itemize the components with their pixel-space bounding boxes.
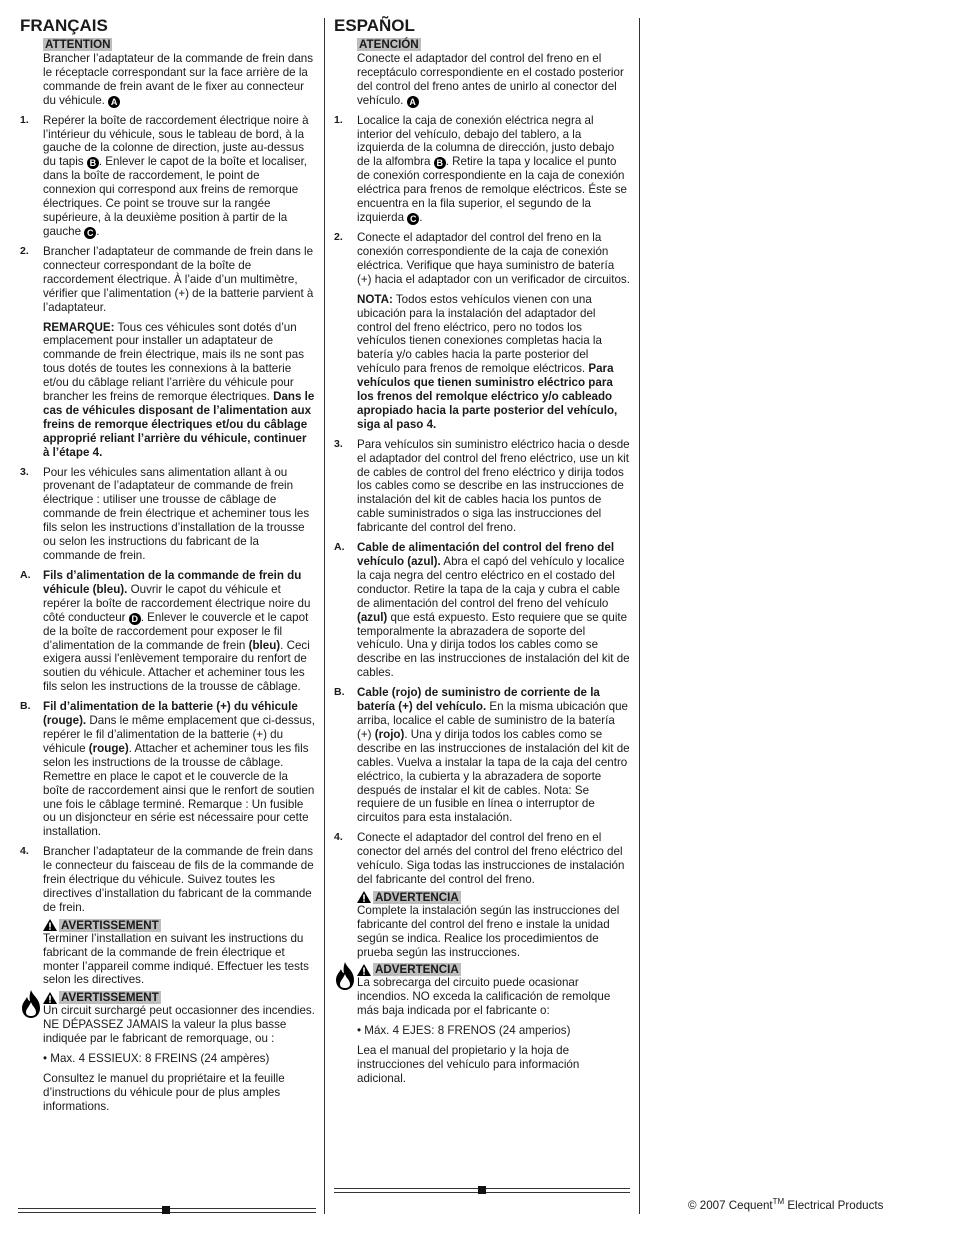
- step-b: [20, 700, 315, 839]
- step-emphasis: (rojo): [374, 727, 405, 741]
- copyright-text: © 2007 Cequent: [688, 1198, 773, 1212]
- step-text: . Una y dirija todos los cables como se describe en las instrucciones de instalación del kit de cables. Vuelva a instalar la tapa de la caja del centro eléctrico, la cubierta y la abrazadera de soporte después de instalar el kit de cables. Nota: Se requiere de un fusible en línea o interruptor de circuitos para esta instalación.: [357, 727, 630, 825]
- french-heading: FRANÇAIS: [20, 16, 108, 35]
- step-text: Localice la caja de conexión eléctrica negra al interior del vehículo, debajo del tablero, a la izquierda de la columna de dirección, justo debajo de la alfombra: [357, 113, 615, 169]
- note-text: Tous ces véhicules sont dotés d’un emplacement pour installer un adaptateur de commande de frein électrique, mais ils ne sont pas tous dotés de toutes les connexions à la batterie et/ou du câblage reliant l’arrière du véhicule pour brancher les freins de remorque électriques.: [43, 320, 304, 404]
- column-divider-right: [639, 18, 640, 1214]
- step-emphasis: (rouge): [88, 741, 129, 755]
- spanish-heading: ESPAÑOL: [334, 16, 415, 35]
- note-emphasis: Dans le cas de véhicules disposant de l’alimentation aux freins de remorque électriques et/ou du câblage approprié reliant l’arrière du véhicule, continuer à l’étape 4.: [43, 390, 315, 459]
- step-number: 1.: [20, 113, 29, 126]
- step-a: [334, 541, 630, 680]
- step-1: 1. Repérer la boîte de raccordement électrique noire à l’intérieur du véhicule, sous le tableau de bord, à la gauche de la colonne de direction, juste au-dessus du tapis B . Enlever le capot de la boîte et localiser, dans la boîte de raccordement, le point de connexion qui correspond aux freins de remorque électriques. Ce point se trouve sur la rangée supérieure, à la deuxième position à partir de la gauche C .: [20, 113, 309, 238]
- step-title: Fils d’alimentation de la commande de frein du véhicule (bleu).: [43, 568, 302, 596]
- step-number: A.: [20, 568, 31, 581]
- marker-b-icon: B: [434, 157, 446, 169]
- warning-block-1: [43, 919, 315, 988]
- note-label: NOTA:: [357, 292, 393, 306]
- step-text: Brancher l’adaptateur de commande de frein dans le connecteur correspondant de la boîte de raccordement électrique. À l’aide d’un multimètre, vérifier que l’alimentation (+) de la batterie parvient à l’adaptateur.: [43, 244, 314, 314]
- closing-text: Consultez le manuel du propriétaire et la feuille d’instructions du véhicule pour de plus amples informations.: [43, 1072, 285, 1113]
- warning-text: Un circuit surchargé peut occasionner des incendies. NE DÉPASSEZ JAMAIS la valeur la plus basse indiquée par le fabricant de remorquage, ou :: [43, 1004, 315, 1046]
- marker-d-icon: D: [129, 613, 141, 625]
- warning-label: ADVERTENCIA: [375, 890, 459, 904]
- step-text: . Enlever le couvercle et le capot de la boîte de raccordement pour exposer le fil d’alimentation de la commande de frein: [43, 610, 309, 652]
- warning-text: La sobrecarga del circuito puede ocasionar incendios. NO exceda la calificación de remolque más baja indicada por el fabricante o:: [357, 976, 611, 1018]
- step-number: 1.: [334, 113, 343, 126]
- step-2: [20, 245, 315, 460]
- warning-text: Terminer l’installation en suivant les instructions du fabricant de la commande de frein électrique et monter l’appareil comme indiqué. Effectuer les tests selon les directives.: [43, 931, 309, 987]
- warning-block-1: [357, 891, 630, 960]
- bullet-item: • Máx. 4 EJES: 8 FRENOS (24 amperios): [357, 1024, 571, 1038]
- step-title: Fil d’alimentation de la batterie (+) du véhicule (rouge).: [43, 700, 298, 728]
- step-text: . Ceci exigera aussi l'enlèvement temporaire du renfort de soutien du véhicule. Attacher et acheminer tous les fils selon les instructions de la trousse de câblage.: [43, 638, 310, 694]
- step-1: 1. Localice la caja de conexión eléctrica negra al interior del vehículo, debajo del tablero, a la izquierda de la columna de dirección, justo debajo de la alfombra B . Retire la tapa y localice el punto de conexión correspondiente en la caja de conexión eléctrica para frenos de remolque eléctricos. Éste se encuentra en la fila superior, el segundo de la izquierda C .: [334, 113, 628, 225]
- note-text: Todos estos vehículos vienen con una ubicación para la instalación del adaptador del control del freno eléctrico, pero no todos los vehículos tienen conexiones completas hacia la batería y/o cables hacia la parte posterior del vehículo para frenos de remolque eléctricos.: [357, 292, 602, 376]
- step-text: Conecte el adaptador del control del freno en el conector del arnés del control del freno eléctrico del vehículo. Siga todas las instrucciones de instalación del fabricante del control del freno.: [357, 831, 625, 886]
- step-number: A.: [334, 541, 345, 554]
- step-title: Cable (rojo) de suministro de corriente de la batería (+) del vehículo.: [357, 686, 600, 714]
- attention-label: ATENCIÓN: [359, 38, 419, 51]
- warning-block-2: [357, 963, 630, 1085]
- step-number: 3.: [334, 437, 343, 450]
- step-title: Cable de alimentación del control del freno del vehículo (azul).: [357, 541, 615, 568]
- step-text: Repérer la boîte de raccordement électrique noire à l’intérieur du véhicule, sous le tableau de bord, à la gauche de la colonne de direction, juste au-dessus du tapis: [43, 113, 309, 169]
- rule-marker: [478, 1186, 486, 1194]
- fire-icon: [20, 989, 42, 1019]
- step-text: . Attacher et acheminer tous les fils selon les instructions de la trousse de câblage. Remettre en place le capot et le couvercle de la boîte de raccordement ainsi que le renfort de soutien une fois le câblage terminé. Remarque : Un fusible ou un disjoncteur en série est nécessaire pour cette installation.: [43, 741, 315, 839]
- step-number: 4.: [20, 845, 29, 858]
- attention-block: [43, 38, 315, 108]
- note: [43, 321, 315, 460]
- marker-a-icon: A: [108, 96, 120, 108]
- attention-text: Brancher l’adaptateur de la commande de frein dans le réceptacle correspondant sur la face arrière de la commande de frein avant de le fixer au connecteur du véhicule.: [43, 51, 314, 107]
- step-a: [20, 569, 315, 694]
- fire-icon: [334, 961, 356, 991]
- step-text: Abra el capó del vehículo y localice la caja negra del centro eléctrico en el costado del conductor. Retire la tapa de la caja y cubra el cable de alimentación del control del freno del vehículo: [357, 555, 625, 610]
- step-number: 2.: [334, 231, 343, 244]
- step-text: Conecte el adaptador del control del freno en la conexión correspondiente de la caja de conexión eléctrica. Verifique que haya suministro de batería (+) hacia el adaptador con un verificador de circuitos.: [357, 231, 630, 286]
- step-4: [334, 831, 630, 887]
- warning-label: ADVERTENCIA: [375, 963, 459, 977]
- step-text: Dans le même emplacement que ci-dessus, repérer le fil d’alimentation de la batterie (+) du véhicule: [43, 714, 315, 755]
- step-text: Pour les véhicules sans alimentation allant à ou provenant de l’adaptateur de commande de frein électrique : utiliser une trousse de câblage de commande de frein électrique et acheminer tous les fils selon les instructions d’installation de la trousse ou selon les instructions du fabricant de la commande de frein.: [43, 465, 310, 562]
- warning-icon: [357, 964, 371, 976]
- spanish-column: [334, 16, 630, 1086]
- step-number: B.: [334, 686, 345, 699]
- note: [357, 293, 630, 432]
- column-divider-left: [324, 18, 325, 1214]
- step-text: que está expuesto. Esto requiere que se quite temporalmente la abrazadera de soporte del vehículo. Una y dirija todos los cables como se describe en las instrucciones de instalación del kit de cables.: [357, 610, 630, 680]
- marker-c-icon: C: [407, 213, 419, 225]
- warning-block-2: [43, 991, 315, 1113]
- step-number: B.: [20, 700, 31, 713]
- marker-a-icon: A: [407, 96, 419, 108]
- warning-label: AVERTISSEMENT: [61, 991, 159, 1005]
- step-number: 3.: [20, 465, 29, 478]
- company-name: Electrical Products: [784, 1198, 884, 1212]
- marker-b-icon: B: [87, 157, 99, 169]
- step-b: [334, 686, 630, 825]
- rule-marker: [162, 1206, 170, 1214]
- note-label: REMARQUE:: [43, 320, 115, 334]
- step-3: [334, 438, 630, 535]
- french-column: [20, 16, 315, 1114]
- marker-c-icon: C: [84, 227, 96, 239]
- step-number: 2.: [20, 244, 29, 257]
- step-text: . Enlever le capot de la boîte et localiser, dans la boîte de raccordement, le point de connexion qui correspond aux freins de remorque électriques. Ce point se trouve sur la rangée supérieure, à la deuxième position à partir de la gauche: [43, 155, 308, 238]
- note-emphasis: Para vehículos que tienen suministro eléctrico para los frenos del remolque eléctrico y/o cableado apropiado hacia la parte posterior del vehículo, siga al paso 4.: [357, 362, 618, 431]
- copyright-footer: [688, 1197, 883, 1212]
- step-2: [334, 231, 630, 432]
- warning-label: AVERTISSEMENT: [61, 918, 159, 932]
- step-4: [20, 845, 315, 915]
- step-3: [20, 466, 315, 563]
- step-text: En la misma ubicación que arriba, localice el cable de suministro de la batería (+): [357, 700, 628, 741]
- warning-icon: [43, 919, 57, 931]
- step-text: Brancher l’adaptateur de la commande de frein dans le connecteur du faisceau de fils de la commande de frein électrique du véhicule. Suivez toutes les directives d’installation du fabricant de la commande de frein.: [43, 845, 314, 914]
- warning-icon: [357, 891, 371, 903]
- attention-block: [357, 38, 630, 108]
- step-text: . Retire la tapa y localice el punto de conexión correspondiente en la caja de conexión eléctrica para frenos de remolque eléctricos. Éste se encuentra en la fila superior, el segundo de la izquierda: [357, 155, 628, 225]
- step-emphasis: (azul): [357, 610, 388, 624]
- closing-text: Lea el manual del propietario y la hoja de instrucciones del vehículo para información adicional.: [357, 1044, 580, 1085]
- attention-text: Conecte el adaptador del control del freno en el receptáculo correspondiente en el costado posterior del control del freno antes de unirlo al conector del vehículo.: [357, 51, 624, 107]
- warning-icon: [43, 992, 57, 1004]
- step-emphasis: (bleu): [248, 638, 281, 652]
- step-number: 4.: [334, 831, 343, 844]
- attention-label: ATTENTION: [45, 38, 111, 51]
- step-text: Ouvrir le capot du véhicule et repérer la boîte de raccordement électrique noire du côté conducteur: [43, 582, 311, 624]
- warning-text: Complete la instalación según las instrucciones del fabricante del control del freno e instale la unidad según se indica. Realice los procedimientos de prueba según las instrucciones.: [357, 903, 620, 959]
- step-text: Para vehículos sin suministro eléctrico hacia o desde el adaptador del control del freno eléctrico, use un kit de cables de control del freno eléctrico y dirija todos los cables como se describe en las instrucciones de instalación del kit de cables hacia los puntos de cable suministrados o siga las instrucciones del fabricante del control del freno.: [357, 437, 630, 535]
- bullet-item: • Max. 4 ESSIEUX: 8 FREINS (24 ampères): [43, 1052, 270, 1066]
- trademark-symbol: TM: [772, 1197, 785, 1206]
